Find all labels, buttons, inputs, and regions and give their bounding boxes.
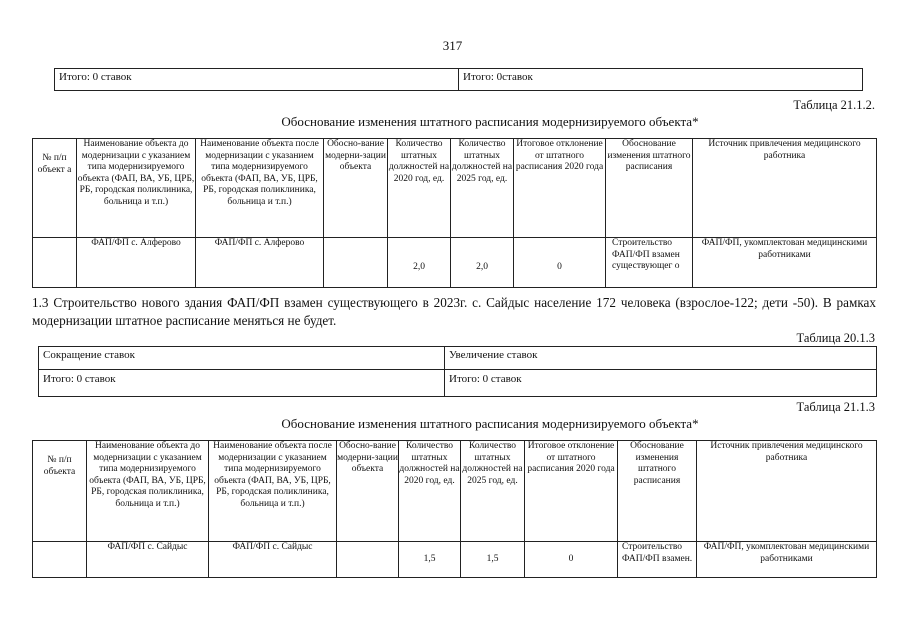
- col-after-header: Наименование объекта после модернизации с указанием типа модернизируемого объекта (ФАП, ВА, УБ, ЦРБ, РБ, городская поликлиника, больница и т.п.): [209, 441, 337, 542]
- paragraph-1-3: 1.3 Строительство нового здания ФАП/ФП взамен существующего в 2023г. с. Сайдыс население 172 человека (взрослое-122; дети -50). В рамках модернизации штатное расписание меняться не будет.: [32, 295, 876, 328]
- row-2020: 2,0: [388, 238, 451, 288]
- table-20-1-3: [38, 346, 877, 397]
- header-row: [33, 441, 877, 542]
- row-change-reason: Строительство ФАП/ФП взамен.: [618, 542, 697, 578]
- row-justification: [337, 542, 399, 578]
- top-total-left: Итого: 0 ставок: [55, 69, 459, 91]
- row-deviation: 0: [514, 238, 606, 288]
- top-total-right: Итого: 0ставок: [459, 69, 863, 91]
- col-before-header: Наименование объекта до модернизации с указанием типа модернизируемого объекта (ФАП, ВА, УБ, ЦРБ, РБ, городская поликлиника, больница и т.п.): [87, 441, 209, 542]
- reduction-header: Сокращение ставок: [39, 347, 445, 370]
- row-2020: 1,5: [399, 542, 461, 578]
- row-2025: 1,5: [461, 542, 525, 578]
- table-label-20-1-3: Таблица 20.1.3: [796, 331, 875, 345]
- row-source: ФАП/ФП, укомплектован медицинскими работниками: [693, 238, 877, 288]
- row-justification: [324, 238, 388, 288]
- increase-header: Увеличение ставок: [445, 347, 877, 370]
- col-number-header: № п/п объекта: [33, 441, 87, 542]
- col-2025-header: Количество штатных должностей на 2025 год, ед.: [451, 139, 514, 238]
- row-before: ФАП/ФП с. Сайдыс: [87, 542, 209, 578]
- col-2020-header: Количество штатных должностей на 2020 год, ед.: [399, 441, 461, 542]
- table-label-21-1-3: Таблица 21.1.3: [796, 400, 875, 414]
- page-number: 317: [442, 38, 463, 53]
- col-number-header: № п/п объект а: [33, 139, 77, 238]
- top-summary-table: [54, 68, 863, 91]
- table-21-1-2: [32, 138, 877, 288]
- row-2025: 2,0: [451, 238, 514, 288]
- table-title-1: Обоснование изменения штатного расписания модернизируемого объекта*: [281, 114, 699, 129]
- col-deviation-header: Итоговое отклонение от штатного расписания 2020 года: [514, 139, 606, 238]
- reduction-total: Итого: 0 ставок: [39, 370, 445, 397]
- table-row: [33, 238, 877, 288]
- col-2025-header: Количество штатных должностей на 2025 год, ед.: [461, 441, 525, 542]
- row-number: [33, 238, 77, 288]
- col-source-header: Источник привлечения медицинского работника: [697, 441, 877, 542]
- col-after-header: Наименование объекта после модернизации с указанием типа модернизируемого объекта (ФАП, ВА, УБ, ЦРБ, РБ, городская поликлиника, больница и т.п.): [196, 139, 324, 238]
- col-change-reason-header: Обоснование изменения штатного расписания: [606, 139, 693, 238]
- table-21-1-3: [32, 440, 877, 578]
- table-label-21-1-2: Таблица 21.1.2.: [793, 98, 875, 112]
- increase-total: Итого: 0 ставок: [445, 370, 877, 397]
- row-deviation: 0: [525, 542, 618, 578]
- col-source-header: Источник привлечения медицинского работника: [693, 139, 877, 238]
- table-title-2: Обоснование изменения штатного расписания модернизируемого объекта*: [281, 416, 699, 431]
- col-deviation-header: Итоговое отклонение от штатного расписания 2020 года: [525, 441, 618, 542]
- header-row: [33, 139, 877, 238]
- col-justification-header: Обосно-вание модерни-зации объекта: [324, 139, 388, 238]
- row-change-reason: Строительство ФАП/ФП взамен существующег о: [606, 238, 693, 288]
- col-2020-header: Количество штатных должностей на 2020 год, ед.: [388, 139, 451, 238]
- row-before: ФАП/ФП с. Алферово: [77, 238, 196, 288]
- row-after: ФАП/ФП с. Сайдыс: [209, 542, 337, 578]
- table-row: [33, 542, 877, 578]
- col-change-reason-header: Обоснование изменения штатного расписания: [618, 441, 697, 542]
- col-before-header: Наименование объекта до модернизации с указанием типа модернизируемого объекта (ФАП, ВА, УБ, ЦРБ, РБ, городская поликлиника, больница и т.п.): [77, 139, 196, 238]
- row-source: ФАП/ФП, укомплектован медицинскими работниками: [697, 542, 877, 578]
- row-number: [33, 542, 87, 578]
- col-justification-header: Обосно-вание модерни-зации объекта: [337, 441, 399, 542]
- row-after: ФАП/ФП с. Алферово: [196, 238, 324, 288]
